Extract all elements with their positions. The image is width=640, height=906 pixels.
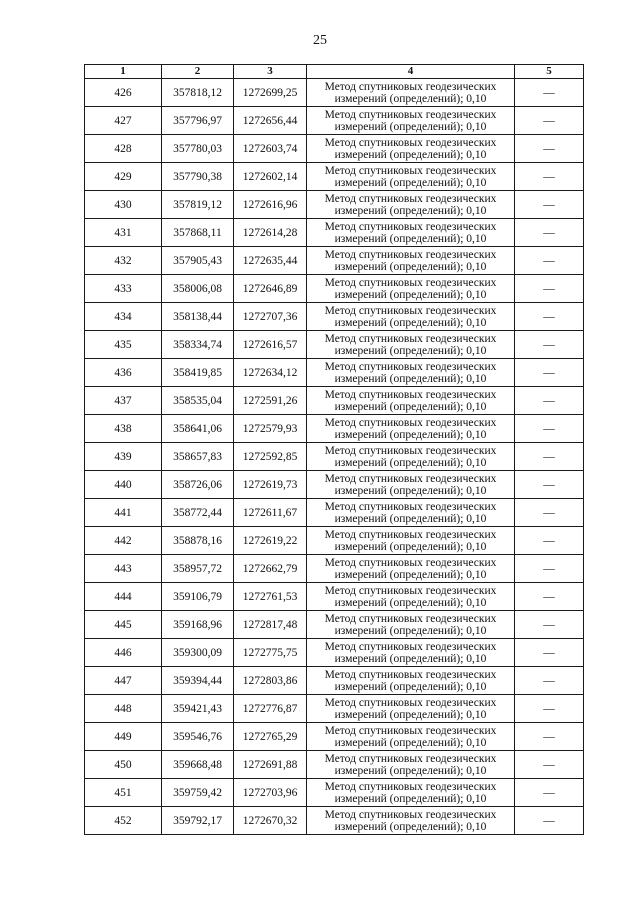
note-cell: — <box>515 583 584 611</box>
method-cell <box>307 751 515 779</box>
method-cell <box>307 303 515 331</box>
method-line-1: Метод спутниковых геодезических <box>324 668 497 681</box>
y-coordinate-cell: 1272646,89 <box>234 275 307 303</box>
y-coordinate-cell: 1272634,12 <box>234 359 307 387</box>
point-number-cell: 444 <box>85 583 162 611</box>
method-cell <box>307 275 515 303</box>
method-line-2: измерений (определений); 0,10 <box>334 148 487 161</box>
point-number-cell: 451 <box>85 779 162 807</box>
x-coordinate-cell: 359394,44 <box>162 667 234 695</box>
method-cell <box>307 107 515 135</box>
method-line-2: измерений (определений); 0,10 <box>334 344 487 357</box>
header-col-2: 2 <box>162 65 234 79</box>
x-coordinate-cell: 358957,72 <box>162 555 234 583</box>
point-number-cell: 435 <box>85 331 162 359</box>
note-cell: — <box>515 611 584 639</box>
x-coordinate-cell: 357790,38 <box>162 163 234 191</box>
x-coordinate-cell: 359300,09 <box>162 639 234 667</box>
x-coordinate-cell: 359546,76 <box>162 723 234 751</box>
y-coordinate-cell: 1272776,87 <box>234 695 307 723</box>
header-col-3: 3 <box>234 65 307 79</box>
method-line-1: Метод спутниковых геодезических <box>324 164 497 177</box>
table-row <box>85 751 584 779</box>
method-line-2: измерений (определений); 0,10 <box>334 624 487 637</box>
y-coordinate-cell: 1272765,29 <box>234 723 307 751</box>
x-coordinate-cell: 358772,44 <box>162 499 234 527</box>
note-cell: — <box>515 163 584 191</box>
note-cell: — <box>515 415 584 443</box>
y-coordinate-cell: 1272619,73 <box>234 471 307 499</box>
note-cell: — <box>515 79 584 107</box>
point-number-cell: 438 <box>85 415 162 443</box>
header-row <box>85 65 584 79</box>
method-cell <box>307 471 515 499</box>
method-line-1: Метод спутниковых геодезических <box>324 752 497 765</box>
note-cell: — <box>515 107 584 135</box>
note-cell: — <box>515 247 584 275</box>
method-line-2: измерений (определений); 0,10 <box>334 400 487 413</box>
method-cell <box>307 135 515 163</box>
method-line-2: измерений (определений); 0,10 <box>334 176 487 189</box>
method-line-1: Метод спутниковых геодезических <box>324 80 497 93</box>
table-row <box>85 415 584 443</box>
method-line-1: Метод спутниковых геодезических <box>324 500 497 513</box>
method-cell <box>307 639 515 667</box>
y-coordinate-cell: 1272656,44 <box>234 107 307 135</box>
table-row <box>85 275 584 303</box>
y-coordinate-cell: 1272635,44 <box>234 247 307 275</box>
method-line-1: Метод спутниковых геодезических <box>324 276 497 289</box>
x-coordinate-cell: 357868,11 <box>162 219 234 247</box>
method-cell <box>307 219 515 247</box>
x-coordinate-cell: 359759,42 <box>162 779 234 807</box>
table-row <box>85 667 584 695</box>
method-line-1: Метод спутниковых геодезических <box>324 360 497 373</box>
y-coordinate-cell: 1272579,93 <box>234 415 307 443</box>
method-line-2: измерений (определений); 0,10 <box>334 316 487 329</box>
x-coordinate-cell: 358334,74 <box>162 331 234 359</box>
method-line-2: измерений (определений); 0,10 <box>334 820 487 833</box>
method-cell <box>307 443 515 471</box>
y-coordinate-cell: 1272670,32 <box>234 807 307 835</box>
method-line-1: Метод спутниковых геодезических <box>324 556 497 569</box>
note-cell: — <box>515 387 584 415</box>
x-coordinate-cell: 358641,06 <box>162 415 234 443</box>
x-coordinate-cell: 359168,96 <box>162 611 234 639</box>
method-line-1: Метод спутниковых геодезических <box>324 220 497 233</box>
x-coordinate-cell: 357796,97 <box>162 107 234 135</box>
point-number-cell: 449 <box>85 723 162 751</box>
method-cell <box>307 163 515 191</box>
method-line-1: Метод спутниковых геодезических <box>324 724 497 737</box>
point-number-cell: 441 <box>85 499 162 527</box>
method-line-2: измерений (определений); 0,10 <box>334 232 487 245</box>
table-row <box>85 247 584 275</box>
table-row <box>85 695 584 723</box>
table-row <box>85 163 584 191</box>
table-body <box>85 79 584 835</box>
table-row <box>85 331 584 359</box>
point-number-cell: 439 <box>85 443 162 471</box>
table-row <box>85 303 584 331</box>
method-line-2: измерений (определений); 0,10 <box>334 456 487 469</box>
point-number-cell: 426 <box>85 79 162 107</box>
method-cell <box>307 527 515 555</box>
method-line-2: измерений (определений); 0,10 <box>334 260 487 273</box>
y-coordinate-cell: 1272603,74 <box>234 135 307 163</box>
table-row <box>85 191 584 219</box>
method-line-1: Метод спутниковых геодезических <box>324 136 497 149</box>
table-row <box>85 387 584 415</box>
note-cell: — <box>515 275 584 303</box>
note-cell: — <box>515 779 584 807</box>
method-line-1: Метод спутниковых геодезических <box>324 192 497 205</box>
x-coordinate-cell: 357819,12 <box>162 191 234 219</box>
table-row <box>85 807 584 835</box>
x-coordinate-cell: 358419,85 <box>162 359 234 387</box>
point-number-cell: 437 <box>85 387 162 415</box>
x-coordinate-cell: 359421,43 <box>162 695 234 723</box>
method-cell <box>307 331 515 359</box>
point-number-cell: 433 <box>85 275 162 303</box>
table-row <box>85 639 584 667</box>
point-number-cell: 428 <box>85 135 162 163</box>
method-line-2: измерений (определений); 0,10 <box>334 736 487 749</box>
point-number-cell: 445 <box>85 611 162 639</box>
method-line-1: Метод спутниковых геодезических <box>324 304 497 317</box>
point-number-cell: 452 <box>85 807 162 835</box>
method-line-1: Метод спутниковых геодезических <box>324 808 497 821</box>
x-coordinate-cell: 359106,79 <box>162 583 234 611</box>
method-cell <box>307 555 515 583</box>
y-coordinate-cell: 1272616,57 <box>234 331 307 359</box>
method-cell <box>307 807 515 835</box>
coordinates-table <box>84 64 584 835</box>
x-coordinate-cell: 358726,06 <box>162 471 234 499</box>
point-number-cell: 427 <box>85 107 162 135</box>
point-number-cell: 447 <box>85 667 162 695</box>
point-number-cell: 442 <box>85 527 162 555</box>
method-cell <box>307 667 515 695</box>
method-cell <box>307 695 515 723</box>
method-line-1: Метод спутниковых геодезических <box>324 640 497 653</box>
point-number-cell: 431 <box>85 219 162 247</box>
method-cell <box>307 723 515 751</box>
y-coordinate-cell: 1272611,67 <box>234 499 307 527</box>
method-cell <box>307 191 515 219</box>
note-cell: — <box>515 807 584 835</box>
y-coordinate-cell: 1272691,88 <box>234 751 307 779</box>
note-cell: — <box>515 667 584 695</box>
note-cell: — <box>515 499 584 527</box>
method-line-1: Метод спутниковых геодезических <box>324 584 497 597</box>
x-coordinate-cell: 358006,08 <box>162 275 234 303</box>
point-number-cell: 443 <box>85 555 162 583</box>
method-line-1: Метод спутниковых геодезических <box>324 108 497 121</box>
point-number-cell: 446 <box>85 639 162 667</box>
table-row <box>85 555 584 583</box>
table-row <box>85 135 584 163</box>
note-cell: — <box>515 331 584 359</box>
y-coordinate-cell: 1272602,14 <box>234 163 307 191</box>
method-cell <box>307 611 515 639</box>
table-row <box>85 779 584 807</box>
y-coordinate-cell: 1272619,22 <box>234 527 307 555</box>
y-coordinate-cell: 1272761,53 <box>234 583 307 611</box>
table-row <box>85 107 584 135</box>
method-cell <box>307 387 515 415</box>
header-col-5: 5 <box>515 65 584 79</box>
y-coordinate-cell: 1272775,75 <box>234 639 307 667</box>
table-header <box>85 65 584 79</box>
point-number-cell: 429 <box>85 163 162 191</box>
y-coordinate-cell: 1272817,48 <box>234 611 307 639</box>
y-coordinate-cell: 1272591,26 <box>234 387 307 415</box>
method-line-1: Метод спутниковых геодезических <box>324 780 497 793</box>
method-line-1: Метод спутниковых геодезических <box>324 696 497 709</box>
point-number-cell: 448 <box>85 695 162 723</box>
method-line-2: измерений (определений); 0,10 <box>334 512 487 525</box>
method-line-2: измерений (определений); 0,10 <box>334 596 487 609</box>
method-line-1: Метод спутниковых геодезических <box>324 612 497 625</box>
y-coordinate-cell: 1272699,25 <box>234 79 307 107</box>
method-line-1: Метод спутниковых геодезических <box>324 472 497 485</box>
note-cell: — <box>515 191 584 219</box>
page-number: 25 <box>313 33 327 48</box>
note-cell: — <box>515 555 584 583</box>
x-coordinate-cell: 357818,12 <box>162 79 234 107</box>
x-coordinate-cell: 357905,43 <box>162 247 234 275</box>
method-line-2: измерений (определений); 0,10 <box>334 652 487 665</box>
method-line-1: Метод спутниковых геодезических <box>324 528 497 541</box>
method-line-2: измерений (определений); 0,10 <box>334 204 487 217</box>
note-cell: — <box>515 443 584 471</box>
method-line-1: Метод спутниковых геодезических <box>324 332 497 345</box>
note-cell: — <box>515 527 584 555</box>
point-number-cell: 434 <box>85 303 162 331</box>
header-col-1: 1 <box>85 65 162 79</box>
table-row <box>85 471 584 499</box>
y-coordinate-cell: 1272592,85 <box>234 443 307 471</box>
method-line-2: измерений (определений); 0,10 <box>334 540 487 553</box>
method-line-2: измерений (определений); 0,10 <box>334 428 487 441</box>
note-cell: — <box>515 303 584 331</box>
method-cell <box>307 359 515 387</box>
y-coordinate-cell: 1272703,96 <box>234 779 307 807</box>
note-cell: — <box>515 751 584 779</box>
note-cell: — <box>515 359 584 387</box>
note-cell: — <box>515 219 584 247</box>
x-coordinate-cell: 359668,48 <box>162 751 234 779</box>
header-col-4: 4 <box>307 65 515 79</box>
table-row <box>85 443 584 471</box>
x-coordinate-cell: 358138,44 <box>162 303 234 331</box>
note-cell: — <box>515 471 584 499</box>
table-row <box>85 359 584 387</box>
method-line-2: измерений (определений); 0,10 <box>334 708 487 721</box>
table-row <box>85 499 584 527</box>
point-number-cell: 430 <box>85 191 162 219</box>
method-line-2: измерений (определений); 0,10 <box>334 484 487 497</box>
x-coordinate-cell: 357780,03 <box>162 135 234 163</box>
table-row <box>85 79 584 107</box>
x-coordinate-cell: 358657,83 <box>162 443 234 471</box>
table-row <box>85 219 584 247</box>
method-line-2: измерений (определений); 0,10 <box>334 92 487 105</box>
point-number-cell: 436 <box>85 359 162 387</box>
method-line-1: Метод спутниковых геодезических <box>324 388 497 401</box>
method-line-2: измерений (определений); 0,10 <box>334 120 487 133</box>
point-number-cell: 440 <box>85 471 162 499</box>
x-coordinate-cell: 359792,17 <box>162 807 234 835</box>
table-row <box>85 723 584 751</box>
method-line-2: измерений (определений); 0,10 <box>334 372 487 385</box>
method-cell <box>307 583 515 611</box>
y-coordinate-cell: 1272707,36 <box>234 303 307 331</box>
method-cell <box>307 779 515 807</box>
point-number-cell: 450 <box>85 751 162 779</box>
method-cell <box>307 415 515 443</box>
x-coordinate-cell: 358535,04 <box>162 387 234 415</box>
x-coordinate-cell: 358878,16 <box>162 527 234 555</box>
method-line-2: измерений (определений); 0,10 <box>334 568 487 581</box>
y-coordinate-cell: 1272662,79 <box>234 555 307 583</box>
method-line-1: Метод спутниковых геодезических <box>324 416 497 429</box>
method-line-2: измерений (определений); 0,10 <box>334 680 487 693</box>
method-line-1: Метод спутниковых геодезических <box>324 444 497 457</box>
method-cell <box>307 79 515 107</box>
table-row <box>85 527 584 555</box>
method-line-2: измерений (определений); 0,10 <box>334 792 487 805</box>
method-line-2: измерений (определений); 0,10 <box>334 288 487 301</box>
y-coordinate-cell: 1272616,96 <box>234 191 307 219</box>
note-cell: — <box>515 135 584 163</box>
table-row <box>85 611 584 639</box>
table-row <box>85 583 584 611</box>
method-line-2: измерений (определений); 0,10 <box>334 764 487 777</box>
method-cell <box>307 499 515 527</box>
method-line-1: Метод спутниковых геодезических <box>324 248 497 261</box>
y-coordinate-cell: 1272803,86 <box>234 667 307 695</box>
note-cell: — <box>515 639 584 667</box>
point-number-cell: 432 <box>85 247 162 275</box>
note-cell: — <box>515 723 584 751</box>
y-coordinate-cell: 1272614,28 <box>234 219 307 247</box>
method-cell <box>307 247 515 275</box>
note-cell: — <box>515 695 584 723</box>
